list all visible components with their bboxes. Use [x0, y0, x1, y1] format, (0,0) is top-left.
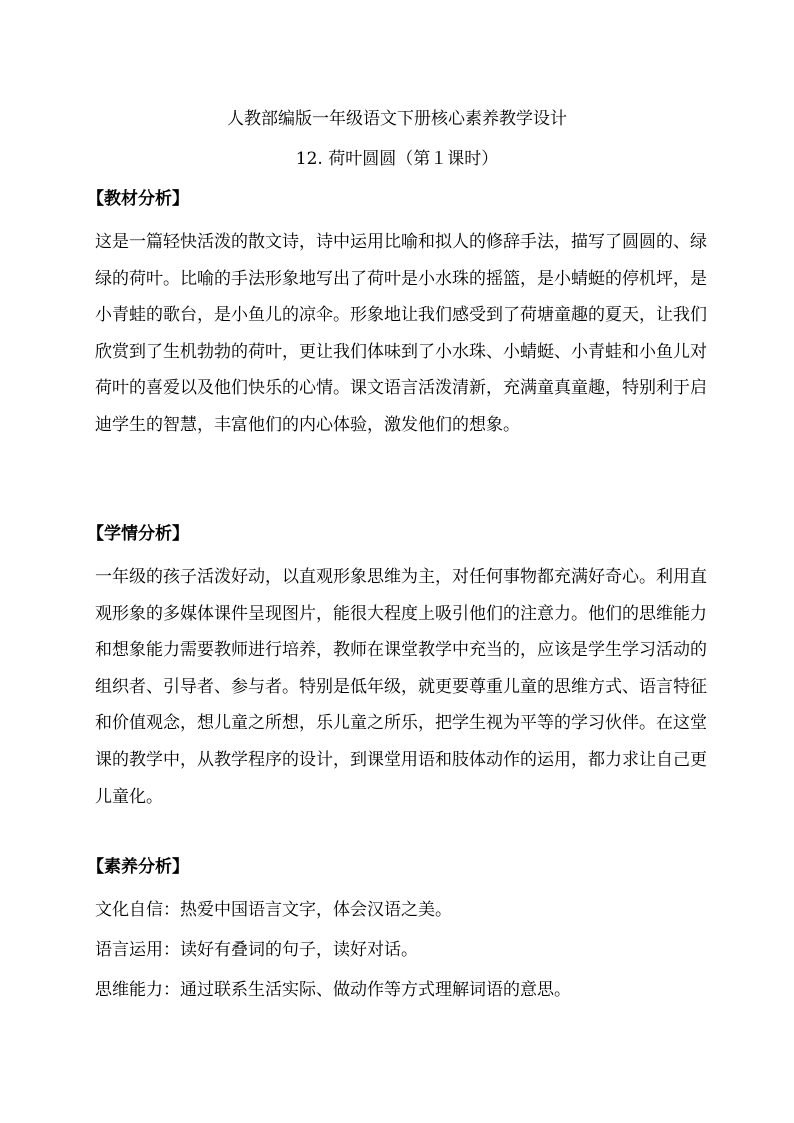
section-body-learner-analysis: 一年级的孩子活泼好动，以直观形象思维为主，对任何事物都充满好奇心。利用直观形象的多媒体课件呈现图片，能很大程度上吸引他们的注意力。他们的思维能力和想象能力需要教师进行培养，教师在课堂教学中充当的，应该是学生学习活动的组织者、引导者、参与者。特别是低年级，就更要尊重儿童的思维方式、语言特征和价值观念，想儿童之所想，乐儿童之所乐，把学生视为平等的学习伙伴。在这堂课的教学中，从教学程序的设计，到课堂用语和肢体动作的运用，都力求让自己更儿童化。: [95, 567, 707, 807]
literacy-item-cultural-confidence: 文化自信：热爱中国语言文字，体会汉语之美。: [95, 900, 452, 920]
document-title: 人教部编版一年级语文下册核心素养教学设计: [227, 109, 567, 129]
literacy-item-thinking-ability: 思维能力：通过联系生活实际、做动作等方式理解词语的意思。: [95, 980, 571, 1000]
literacy-item-language-use: 语言运用：读好有叠词的句子，读好对话。: [95, 940, 418, 960]
lesson-subtitle: 12. 荷叶圆圆（第１课时）: [295, 149, 499, 169]
section-body-textbook-analysis: 这是一篇轻快活泼的散文诗，诗中运用比喻和拟人的修辞手法，描写了圆圆的、绿绿的荷叶。比喻的手法形象地写出了荷叶是小水珠的摇篮，是小蜻蜓的停机坪，是小青蛙的歌台，是小鱼儿的凉伞。形象地让我们感受到了荷塘童趣的夏天，让我们欣赏到了生机勃勃的荷叶，更让我们体味到了小水珠、小蜻蜓、小青蛙和小鱼儿对荷叶的喜爱以及他们快乐的心情。课文语言活泼清新，充满童真童趣，特别利于启迪学生的智慧，丰富他们的内心体验，激发他们的想象。: [95, 232, 707, 435]
section-heading-literacy-analysis: 【素养分析】: [87, 857, 189, 877]
section-heading-textbook-analysis: 【教材分析】: [87, 189, 189, 209]
section-heading-learner-analysis: 【学情分析】: [87, 524, 189, 544]
